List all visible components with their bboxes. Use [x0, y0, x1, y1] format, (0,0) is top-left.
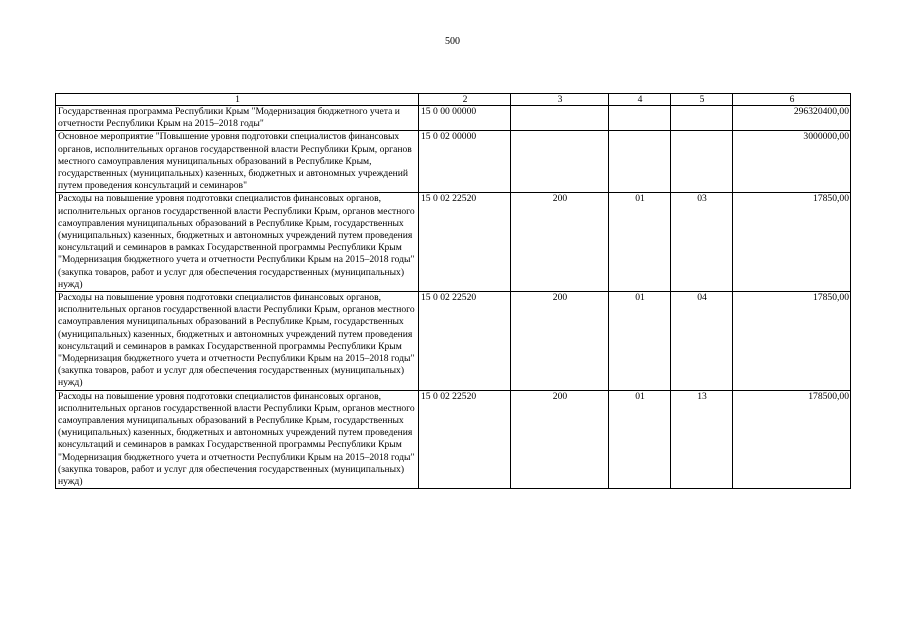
- row-section: 01: [609, 193, 671, 292]
- table-row: [56, 193, 851, 292]
- row-section: [609, 106, 671, 131]
- row-sum: 178500,00: [733, 390, 851, 489]
- row-section: [609, 131, 671, 193]
- row-name: Расходы на повышение уровня подготовки специалистов финансовых органов, исполнительных органов государственной власти Республики Крым, органов местного самоуправления муниципальных образований в Республике Крым, государственных (муниципальных) казенных, бюджетных и автономных учреждений путем проведения консультаций и семинаров в рамках Государственной программы Республики Крым "Модернизация бюджетного учета и отчетности Республики Крым на 2015–2018 годы" (закупка товаров, работ и услуг для обеспечения государственных (муниципальных) нужд): [56, 292, 419, 391]
- row-expense-type: 200: [511, 390, 609, 489]
- row-name: Государственная программа Республики Крым "Модернизация бюджетного учета и отчетности Республики Крым на 2015–2018 годы": [56, 106, 419, 131]
- row-name: Расходы на повышение уровня подготовки специалистов финансовых органов, исполнительных органов государственной власти Республики Крым, органов местного самоуправления муниципальных образований в Республике Крым, государственных (муниципальных) казенных, бюджетных и автономных учреждений путем проведения консультаций и семинаров в рамках Государственной программы Республики Крым "Модернизация бюджетного учета и отчетности Республики Крым на 2015–2018 годы" (закупка товаров, работ и услуг для обеспечения государственных (муниципальных) нужд): [56, 390, 419, 489]
- row-subsection: [671, 106, 733, 131]
- row-sum: 296320400,00: [733, 106, 851, 131]
- table-row: [56, 390, 851, 489]
- table-row: [56, 292, 851, 391]
- header-col-4: 4: [609, 94, 671, 106]
- row-name: Расходы на повышение уровня подготовки специалистов финансовых органов, исполнительных органов государственной власти Республики Крым, органов местного самоуправления муниципальных образований в Республике Крым, государственных (муниципальных) казенных, бюджетных и автономных учреждений путем проведения консультаций и семинаров в рамках Государственной программы Республики Крым "Модернизация бюджетного учета и отчетности Республики Крым на 2015–2018 годы" (закупка товаров, работ и услуг для обеспечения государственных (муниципальных) нужд): [56, 193, 419, 292]
- header-col-6: 6: [733, 94, 851, 106]
- table-header-row: [56, 94, 851, 106]
- row-target-code: 15 0 02 22520: [419, 292, 511, 391]
- table-row: [56, 131, 851, 193]
- header-col-1: 1: [56, 94, 419, 106]
- row-target-code: 15 0 00 00000: [419, 106, 511, 131]
- row-sum: 17850,00: [733, 193, 851, 292]
- header-col-5: 5: [671, 94, 733, 106]
- table-row: [56, 106, 851, 131]
- row-expense-type: [511, 131, 609, 193]
- row-subsection: 03: [671, 193, 733, 292]
- row-name: Основное мероприятие "Повышение уровня подготовки специалистов финансовых органов, исполнительных органов государственной власти Республики Крым, органов местного самоуправления муниципальных образований в Республике Крым, государственных (муниципальных) казенных, бюджетных и автономных учреждений путем проведения консультаций и семинаров": [56, 131, 419, 193]
- row-subsection: [671, 131, 733, 193]
- header-col-2: 2: [419, 94, 511, 106]
- row-expense-type: 200: [511, 193, 609, 292]
- budget-table: [55, 93, 851, 489]
- row-section: 01: [609, 292, 671, 391]
- row-expense-type: [511, 106, 609, 131]
- row-target-code: 15 0 02 22520: [419, 390, 511, 489]
- row-target-code: 15 0 02 22520: [419, 193, 511, 292]
- row-subsection: 13: [671, 390, 733, 489]
- row-subsection: 04: [671, 292, 733, 391]
- row-expense-type: 200: [511, 292, 609, 391]
- row-sum: 17850,00: [733, 292, 851, 391]
- header-col-3: 3: [511, 94, 609, 106]
- row-sum: 3000000,00: [733, 131, 851, 193]
- row-section: 01: [609, 390, 671, 489]
- page-number: 500: [445, 36, 460, 47]
- row-target-code: 15 0 02 00000: [419, 131, 511, 193]
